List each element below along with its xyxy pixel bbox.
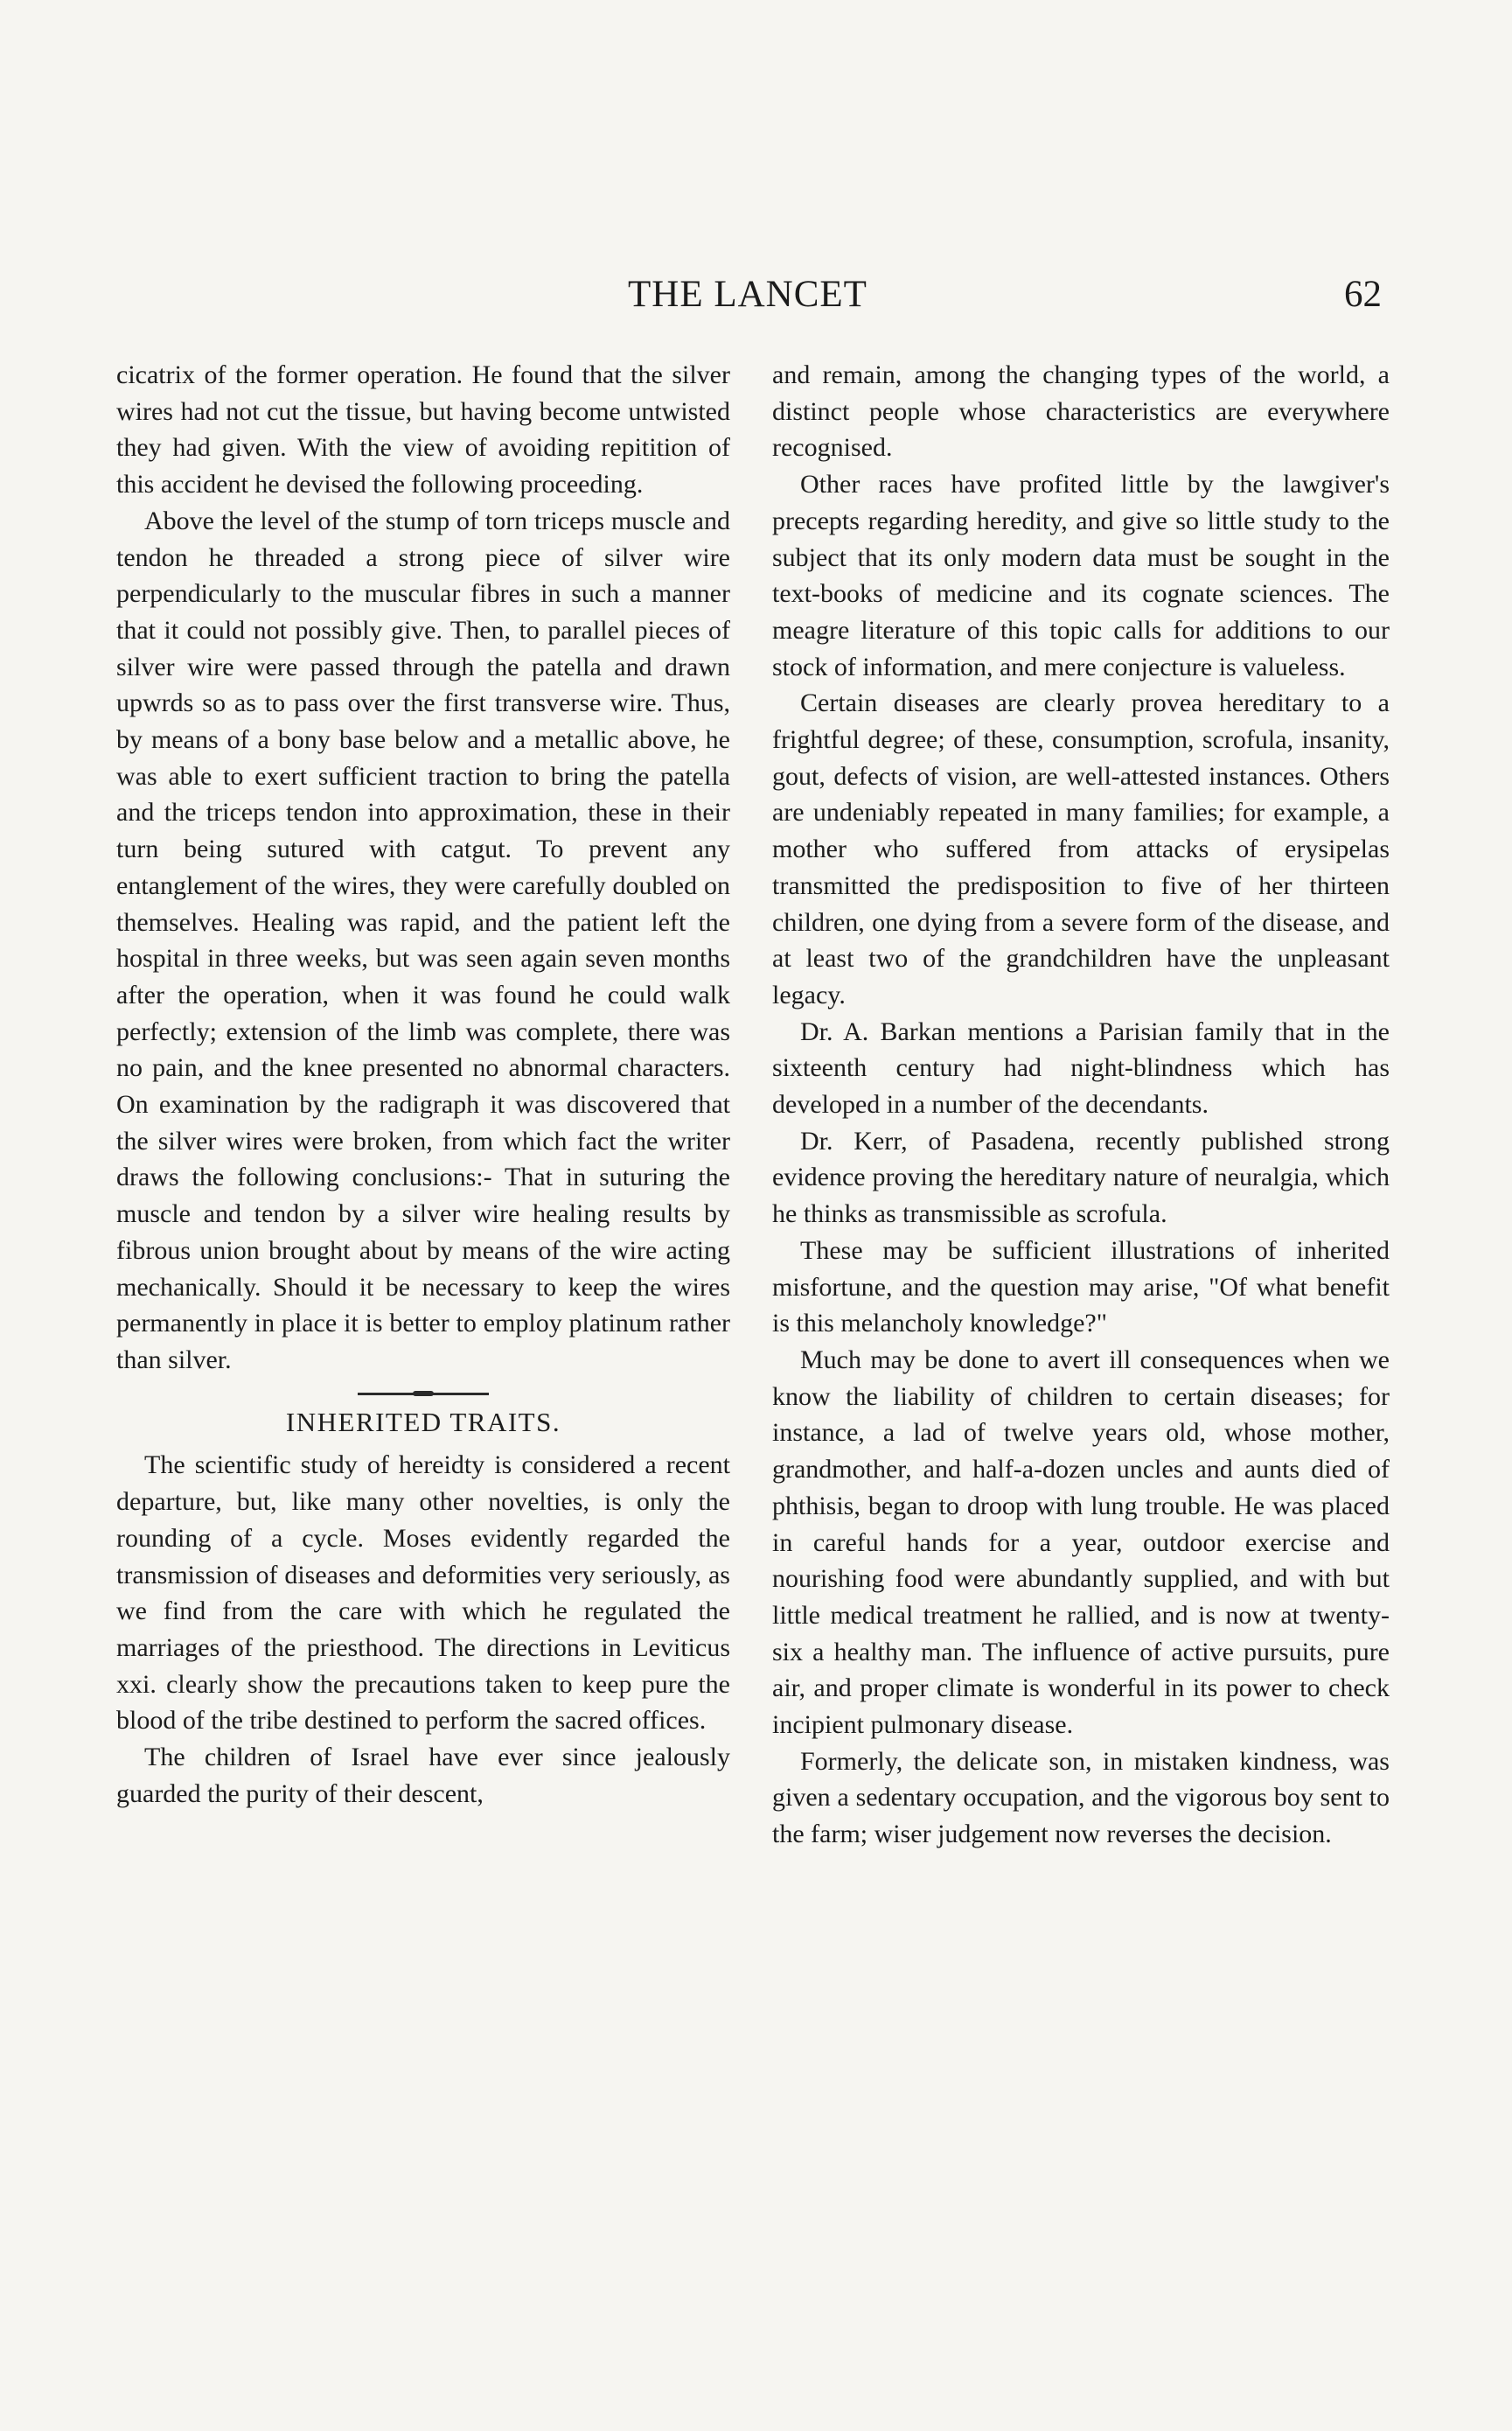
paragraph: Much may be done to avert ill consequences when we know the liability of children to certain diseases; for instance, a lad of twelve years old, whose mother, grandmother, and half-a-dozen uncles and aunts died of phthisis, began to droop with lung trouble. He was placed in careful hands for a year, outdoor exercise and nourishing food were abundantly supplied, and with but little medical treatment he rallied, and is now at twenty-six a healthy man. The influence of active pursuits, pure air, and proper climate is wonderful in its power to check incipient pulmonary disease.	[772, 1345, 1390, 1740]
page-header	[114, 273, 1382, 325]
left-column	[116, 357, 730, 1812]
section-heading: INHERITED TRAITS.	[285, 1406, 561, 1437]
paragraph: Other races have profited little by the lawgiver's precepts regarding heredity, and give so little study to the subject that its only modern data must be sought in the text-books of medicine and its cognate sciences. The meagre literature of this topic calls for additions to our stock of information, and mere conjecture is valueless.	[772, 470, 1390, 681]
paragraph: Formerly, the delicate son, in mistaken kindness, was given a sedentary occupation, and the vigorous boy sent to the farm; wiser judgement now reverses the decision.	[772, 1746, 1390, 1849]
paragraph: The children of Israel have ever since jealously guarded the purity of their descent,	[116, 1743, 730, 1808]
paragraph: These may be sufficient illustrations of inherited misfortune, and the question may arise, "Of what benefit is this melancholy knowledge?"	[772, 1235, 1390, 1338]
paragraph: Above the level of the stump of torn triceps muscle and tendon he threaded a strong piece of silver wire perpendicularly to the muscular fibres in such a manner that it could not possibly give. Then, to parallel pieces of silver wire were passed through the patella and drawn upwrds so as to pass over the first transverse wire. Thus, by means of a bony base below and a metallic above, he was able to exert sufficient traction to bring the patella and the triceps tendon into approximation, these in their turn being sutured with catgut. To prevent any entanglement of the wires, they were carefully doubled on themselves. Healing was rapid, and the patient left the hospital in three weeks, but was seen again seven months after the operation, when it was found he could walk perfectly; extension of the limb was complete, there was no pain, and the knee presented no abnormal characters. On examination by the radigraph it was discovered that the silver wires were broken, from which fact the writer draws the following conclusions:- That in suturing the muscle and tendon by a silver wire healing results by fibrous union brought about by means of the wire acting mechanically. Should it be necessary to keep the wires permanently in place it is better to employ platinum rather than silver.	[116, 506, 730, 1374]
paragraph: cicatrix of the former operation. He found that the silver wires had not cut the tissue, but having become untwisted they had given. With the view of avoiding repitition of this accident he devised the following proceeding.	[116, 360, 730, 499]
paragraph: Dr. A. Barkan mentions a Parisian family that in the sixteenth century had night-blindness which has developed in a number of the decendants.	[772, 1016, 1390, 1120]
paragraph: Dr. Kerr, of Pasadena, recently published strong evidence proving the hereditary nature of neuralgia, which he thinks as transmissible as scrofula.	[772, 1126, 1390, 1229]
paragraph: The scientific study of hereidty is considered a recent departure, but, like many other novelties, is only the rounding of a cycle. Moses evidently regarded the transmission of diseases and deformities very seriously, as we find from the care with which he regulated the marriages of the priesthood. The directions in Leviticus xxi. clearly show the precautions taken to keep pure the blood of the tribe destined to perform the sacred offices.	[116, 1450, 730, 1736]
right-column	[772, 357, 1390, 1853]
paragraph: Certain diseases are clearly provea hereditary to a frightful degree; of these, consumption, scrofula, insanity, gout, defects of vision, are well-attested instances. Others are undeniably repeated in many families; for example, a mother who suffered from attacks of erysipelas transmitted the predisposition to five of her thirteen children, one dying from a severe form of the disease, and at least two of the grandchildren have the unpleasant legacy.	[772, 688, 1390, 1009]
section-divider	[358, 1393, 489, 1395]
paragraph: and remain, among the changing types of the world, a distinct people whose characteristics are everywhere recognised.	[772, 360, 1390, 463]
page-number: 62	[1344, 274, 1382, 315]
journal-title: THE LANCET	[628, 274, 867, 315]
